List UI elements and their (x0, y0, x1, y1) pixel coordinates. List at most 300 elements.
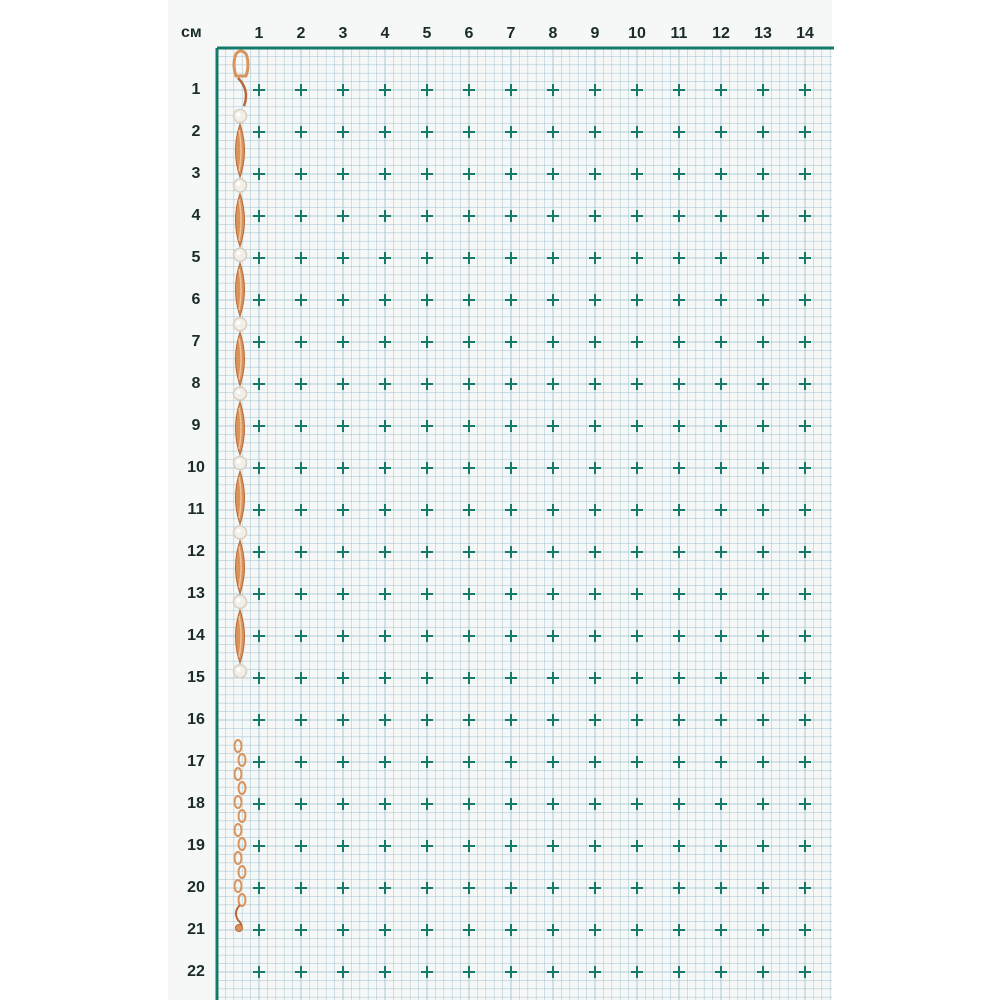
cross-marker (337, 168, 349, 180)
chain-link (235, 880, 242, 892)
y-tick-label: 1 (191, 81, 201, 98)
cross-marker (379, 168, 391, 180)
cross-marker (631, 336, 643, 348)
x-tick-label: 11 (670, 25, 688, 42)
y-tick-label: 19 (187, 837, 205, 854)
cross-marker (253, 882, 265, 894)
cross-marker (547, 672, 559, 684)
cross-marker (295, 504, 307, 516)
cross-marker (547, 546, 559, 558)
cross-marker (421, 294, 433, 306)
cross-marker (295, 420, 307, 432)
cross-marker (463, 924, 475, 936)
cross-marker (421, 210, 433, 222)
cross-marker (757, 504, 769, 516)
cross-marker (589, 546, 601, 558)
cross-marker (295, 84, 307, 96)
cross-marker (631, 420, 643, 432)
cross-marker (379, 462, 391, 474)
cross-marker (589, 462, 601, 474)
cross-marker (337, 924, 349, 936)
cross-marker (631, 966, 643, 978)
cross-marker (589, 84, 601, 96)
cross-marker (463, 546, 475, 558)
cross-marker (379, 756, 391, 768)
cross-marker (505, 924, 517, 936)
cross-marker (295, 462, 307, 474)
cross-marker (421, 840, 433, 852)
cross-marker (421, 756, 433, 768)
cross-marker (421, 630, 433, 642)
cross-marker (799, 840, 811, 852)
cross-marker (421, 336, 433, 348)
cross-marker (799, 756, 811, 768)
cross-marker (673, 168, 685, 180)
cross-marker (547, 168, 559, 180)
cross-marker (337, 420, 349, 432)
cross-marker (715, 168, 727, 180)
cross-marker (421, 966, 433, 978)
y-tick-label: 13 (187, 585, 205, 602)
cross-marker (715, 672, 727, 684)
stone-glint (237, 251, 241, 255)
cross-marker (253, 966, 265, 978)
cross-marker (715, 210, 727, 222)
cross-marker (421, 420, 433, 432)
x-tick-label: 6 (464, 25, 474, 42)
cross-marker (589, 420, 601, 432)
cross-marker (715, 546, 727, 558)
cross-marker (589, 882, 601, 894)
cross-marker (589, 924, 601, 936)
cross-marker (757, 168, 769, 180)
cross-marker (505, 168, 517, 180)
cross-marker (421, 588, 433, 600)
cross-marker (547, 378, 559, 390)
x-tick-label: 4 (380, 25, 390, 42)
y-tick-label: 4 (191, 207, 201, 224)
cross-marker (295, 672, 307, 684)
cross-marker (295, 840, 307, 852)
cross-marker (715, 924, 727, 936)
cross-marker (715, 588, 727, 600)
cross-marker (421, 798, 433, 810)
cross-marker (715, 882, 727, 894)
cross-marker (547, 336, 559, 348)
cross-marker (589, 168, 601, 180)
cross-marker (631, 840, 643, 852)
cross-marker (673, 504, 685, 516)
y-tick-label: 16 (187, 711, 205, 728)
cross-marker (295, 210, 307, 222)
x-tick-label: 9 (590, 25, 600, 42)
cross-marker (505, 126, 517, 138)
y-tick-label: 20 (187, 879, 205, 896)
cross-marker (547, 126, 559, 138)
cross-marker (463, 630, 475, 642)
cross-marker (589, 756, 601, 768)
cross-marker (463, 840, 475, 852)
cross-marker (337, 756, 349, 768)
stone-glint (237, 460, 241, 464)
stone (234, 526, 247, 539)
cross-marker (547, 840, 559, 852)
cross-marker (799, 210, 811, 222)
cross-marker (379, 378, 391, 390)
x-tick-label: 8 (548, 25, 558, 42)
cross-marker (295, 294, 307, 306)
cross-marker (547, 420, 559, 432)
cross-marker (757, 798, 769, 810)
cross-marker (463, 462, 475, 474)
cross-marker (505, 840, 517, 852)
cross-marker (547, 294, 559, 306)
cross-marker (505, 672, 517, 684)
cross-marker (463, 672, 475, 684)
cross-marker (757, 588, 769, 600)
cross-marker (421, 546, 433, 558)
cross-marker (505, 294, 517, 306)
cross-marker (631, 882, 643, 894)
y-tick-label: 7 (191, 333, 201, 350)
cross-marker (757, 252, 769, 264)
x-tick-label: 3 (338, 25, 348, 42)
cross-marker (799, 714, 811, 726)
cross-marker (253, 630, 265, 642)
cross-marker (253, 294, 265, 306)
y-tick-label: 6 (191, 291, 201, 308)
cross-marker (421, 252, 433, 264)
cross-marker (421, 378, 433, 390)
cross-marker (631, 168, 643, 180)
cross-marker (673, 294, 685, 306)
cross-marker (379, 798, 391, 810)
cross-marker (505, 462, 517, 474)
stone (234, 595, 247, 608)
cross-marker (421, 714, 433, 726)
stone-glint (237, 390, 241, 394)
cross-marker (799, 798, 811, 810)
cross-marker (631, 672, 643, 684)
cross-marker (337, 462, 349, 474)
cross-marker (799, 168, 811, 180)
cross-marker (799, 420, 811, 432)
cross-marker (379, 336, 391, 348)
cross-marker (253, 756, 265, 768)
cross-marker (253, 504, 265, 516)
cross-marker (463, 84, 475, 96)
cross-marker (799, 378, 811, 390)
cross-marker (757, 336, 769, 348)
cross-marker (631, 294, 643, 306)
cross-marker (379, 504, 391, 516)
cross-marker (379, 252, 391, 264)
cross-marker (253, 168, 265, 180)
cross-marker (673, 882, 685, 894)
cross-marker (379, 714, 391, 726)
cross-marker (673, 630, 685, 642)
y-tick-label: 2 (191, 123, 201, 140)
cross-marker (253, 798, 265, 810)
cross-marker (337, 294, 349, 306)
cross-marker (757, 462, 769, 474)
cross-marker (337, 84, 349, 96)
cross-marker (673, 756, 685, 768)
stone-glint (237, 321, 241, 325)
clasp (234, 51, 248, 76)
x-tick-label: 10 (628, 25, 646, 42)
cross-marker (253, 924, 265, 936)
cross-marker (421, 672, 433, 684)
stone-glint (237, 529, 241, 533)
cross-marker (463, 168, 475, 180)
cross-marker (505, 798, 517, 810)
cross-marker (589, 252, 601, 264)
cross-marker (295, 756, 307, 768)
cross-marker (295, 882, 307, 894)
cross-marker (715, 252, 727, 264)
cross-marker (589, 378, 601, 390)
x-tick-label: 13 (754, 25, 772, 42)
cross-marker (253, 714, 265, 726)
cross-marker (379, 882, 391, 894)
end-bead (236, 925, 243, 932)
cross-marker (379, 420, 391, 432)
x-tick-label: 7 (506, 25, 516, 42)
cross-marker (421, 924, 433, 936)
cross-marker (631, 126, 643, 138)
y-tick-label: 11 (187, 501, 205, 518)
cross-marker (673, 378, 685, 390)
cross-marker (757, 714, 769, 726)
cross-marker (379, 630, 391, 642)
cross-marker (463, 294, 475, 306)
cross-marker (547, 924, 559, 936)
cross-marker (253, 126, 265, 138)
cross-marker (631, 252, 643, 264)
cross-marker (673, 588, 685, 600)
cross-marker (505, 882, 517, 894)
cross-marker (715, 504, 727, 516)
cross-marker (253, 336, 265, 348)
cross-marker (505, 588, 517, 600)
cross-marker (799, 504, 811, 516)
cross-marker (589, 672, 601, 684)
cross-marker (673, 840, 685, 852)
minor-grid (217, 48, 832, 1000)
cross-marker (505, 756, 517, 768)
y-tick-label: 15 (187, 669, 205, 686)
cross-marker (673, 420, 685, 432)
cross-marker (463, 714, 475, 726)
cross-marker (589, 294, 601, 306)
cross-marker (631, 546, 643, 558)
cross-marker (589, 630, 601, 642)
y-tick-label: 14 (187, 627, 205, 644)
cross-marker (547, 798, 559, 810)
cross-marker (589, 798, 601, 810)
cross-marker (379, 126, 391, 138)
cross-marker (337, 504, 349, 516)
cross-marker (463, 798, 475, 810)
cross-marker (505, 252, 517, 264)
cross-marker (253, 588, 265, 600)
cross-marker (337, 798, 349, 810)
cross-marker (379, 546, 391, 558)
cross-marker (757, 924, 769, 936)
cross-marker (757, 84, 769, 96)
cross-marker (757, 210, 769, 222)
stone (234, 110, 247, 123)
y-tick-label: 17 (187, 753, 205, 770)
cross-marker (673, 126, 685, 138)
unit-label: см (181, 24, 202, 41)
cross-marker (463, 588, 475, 600)
cross-marker (337, 630, 349, 642)
cross-marker (799, 336, 811, 348)
cross-marker (715, 714, 727, 726)
cross-marker (421, 882, 433, 894)
cross-marker (337, 210, 349, 222)
x-tick-label: 5 (422, 25, 432, 42)
cross-marker (421, 84, 433, 96)
cross-marker (295, 252, 307, 264)
cross-marker (295, 924, 307, 936)
cross-marker (253, 546, 265, 558)
cross-marker (757, 966, 769, 978)
cross-marker (757, 420, 769, 432)
cross-marker (547, 756, 559, 768)
cross-marker (673, 798, 685, 810)
cross-marker (547, 588, 559, 600)
cross-marker (505, 84, 517, 96)
cross-marker (589, 840, 601, 852)
stone (234, 387, 247, 400)
cross-marker (295, 546, 307, 558)
cross-marker (463, 756, 475, 768)
cross-marker (799, 672, 811, 684)
stone-glint (237, 113, 241, 117)
cross-marker (715, 630, 727, 642)
cross-marker (337, 546, 349, 558)
cross-marker (253, 840, 265, 852)
cross-marker (799, 546, 811, 558)
cross-marker (757, 672, 769, 684)
cross-marker (589, 714, 601, 726)
cross-marker (799, 84, 811, 96)
stone (234, 665, 247, 678)
cross-marker (757, 378, 769, 390)
stone (234, 179, 247, 192)
cross-marker (295, 714, 307, 726)
cross-marker (505, 378, 517, 390)
y-tick-label: 12 (187, 543, 205, 560)
cross-marker (715, 84, 727, 96)
cross-marker (253, 420, 265, 432)
cross-marker (631, 84, 643, 96)
cross-marker (547, 882, 559, 894)
cross-marker (589, 126, 601, 138)
cross-marker (757, 126, 769, 138)
cross-marker (631, 630, 643, 642)
y-tick-label: 5 (191, 249, 201, 266)
cross-marker (547, 504, 559, 516)
cross-marker (379, 84, 391, 96)
cross-marker (463, 882, 475, 894)
cross-marker (463, 966, 475, 978)
cross-marker (547, 252, 559, 264)
cross-marker (421, 462, 433, 474)
cross-marker (715, 420, 727, 432)
cross-marker (715, 756, 727, 768)
cross-marker (799, 294, 811, 306)
cross-marker (715, 126, 727, 138)
cross-marker (673, 336, 685, 348)
cross-marker (547, 462, 559, 474)
y-tick-label: 22 (187, 963, 205, 980)
cross-marker (673, 672, 685, 684)
cross-marker (379, 210, 391, 222)
cross-marker (673, 714, 685, 726)
cross-marker (799, 966, 811, 978)
cross-marker (379, 966, 391, 978)
cross-marker (757, 294, 769, 306)
cross-marker (715, 966, 727, 978)
chain-link (235, 768, 242, 780)
cross-marker (463, 126, 475, 138)
cross-marker (715, 462, 727, 474)
cross-marker (547, 210, 559, 222)
cross-marker (715, 840, 727, 852)
cross-marker (505, 210, 517, 222)
cross-marker (799, 126, 811, 138)
cross-marker (505, 966, 517, 978)
cross-marker (631, 756, 643, 768)
cross-markers (253, 84, 811, 978)
cross-marker (253, 84, 265, 96)
cross-marker (463, 378, 475, 390)
x-tick-label: 12 (712, 25, 730, 42)
cross-marker (757, 756, 769, 768)
cross-marker (547, 966, 559, 978)
cross-marker (757, 882, 769, 894)
cross-marker (337, 882, 349, 894)
cross-marker (253, 462, 265, 474)
cross-marker (253, 672, 265, 684)
cross-marker (421, 126, 433, 138)
cross-marker (295, 588, 307, 600)
cross-marker (337, 252, 349, 264)
cross-marker (631, 462, 643, 474)
cross-marker (337, 672, 349, 684)
cross-marker (631, 798, 643, 810)
cross-marker (337, 126, 349, 138)
cross-marker (505, 420, 517, 432)
cross-marker (379, 840, 391, 852)
chain-link (235, 740, 242, 752)
cross-marker (547, 714, 559, 726)
cross-marker (715, 294, 727, 306)
y-tick-label: 3 (191, 165, 201, 182)
cross-marker (631, 714, 643, 726)
cross-marker (505, 546, 517, 558)
stone-glint (237, 598, 241, 602)
x-tick-label: 14 (796, 25, 814, 42)
bracelet-icon (234, 51, 249, 932)
cross-marker (379, 294, 391, 306)
y-tick-label: 21 (187, 921, 205, 938)
cross-marker (337, 588, 349, 600)
